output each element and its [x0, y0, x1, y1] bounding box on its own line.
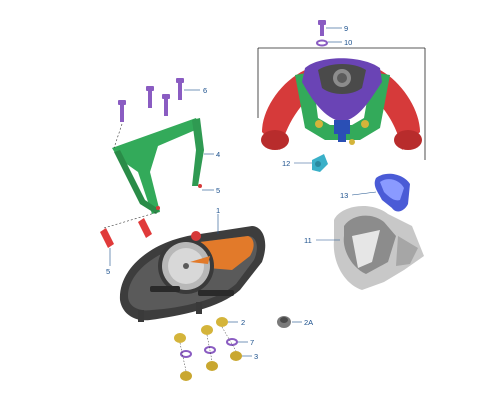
callout-12: 12 [282, 159, 291, 168]
callout-5-lower: 5 [106, 267, 111, 276]
callout-1: 1 [216, 206, 221, 215]
callout-7: 7 [250, 338, 255, 347]
callout-13: 13 [340, 191, 349, 200]
bolt-9 [320, 24, 324, 36]
callout-3: 3 [254, 352, 259, 361]
instrument-cluster-1 [120, 226, 265, 322]
hardware-2-3-7 [174, 317, 242, 381]
nut-2a [277, 316, 291, 328]
connector-12 [312, 154, 328, 172]
callout-4: 4 [216, 150, 221, 159]
grommets-5 [100, 218, 152, 248]
washer-10 [317, 41, 327, 46]
assembly-inset [258, 20, 425, 160]
housing-11 [334, 206, 424, 290]
callout-5-upper: 5 [216, 186, 221, 195]
cover-13 [375, 174, 410, 212]
callout-2a: 2A [304, 318, 314, 327]
callout-6: 6 [203, 86, 208, 95]
callout-9: 9 [344, 24, 349, 33]
callout-11: 11 [304, 236, 312, 245]
callout-2: 2 [241, 318, 246, 327]
bracket-4 [112, 118, 204, 214]
callout-10: 10 [344, 38, 353, 47]
bolts-6 [118, 78, 184, 122]
